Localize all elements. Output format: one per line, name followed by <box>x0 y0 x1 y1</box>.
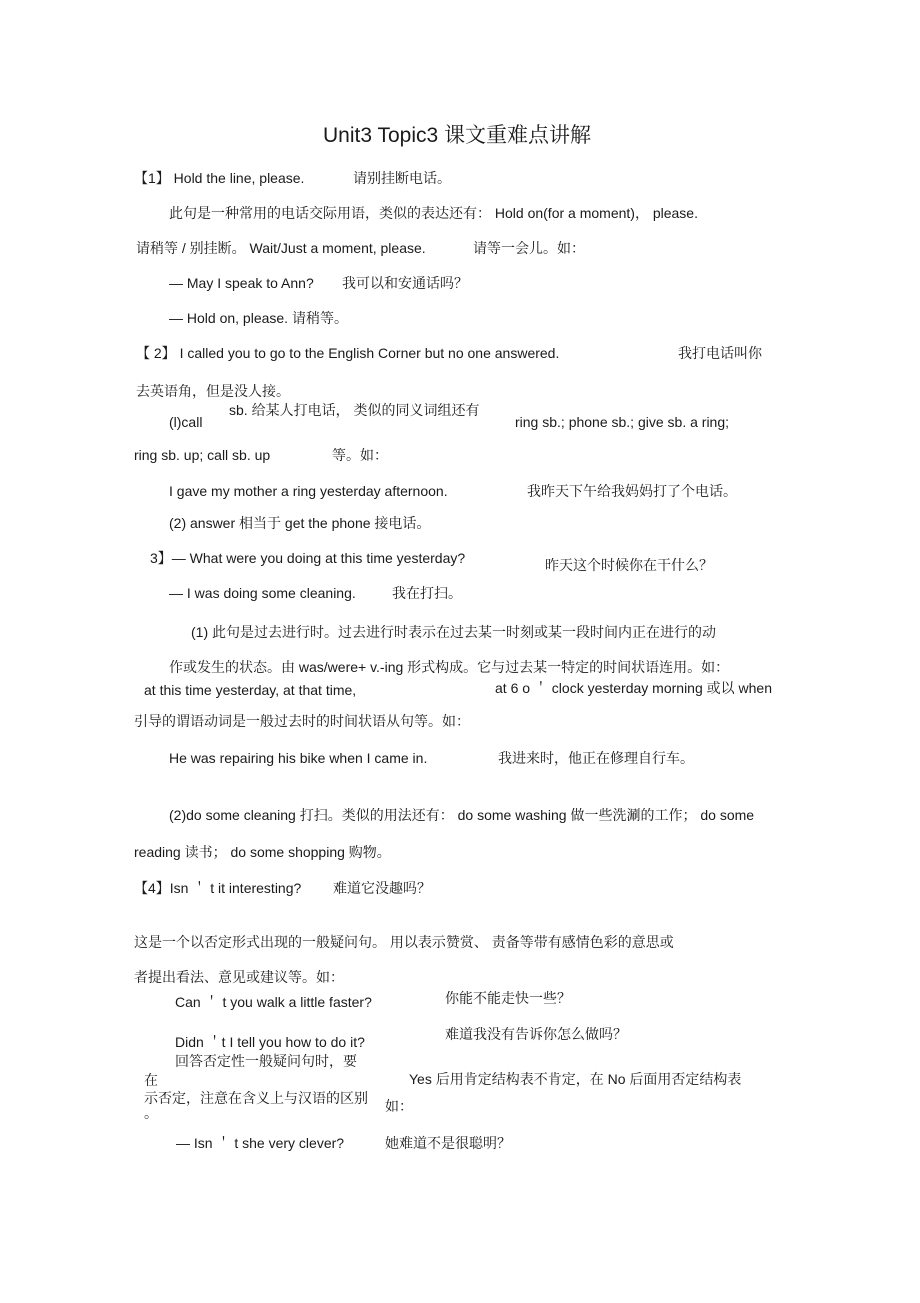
section-1-example-translation: 我可以和安通话吗？ <box>342 275 468 291</box>
section-1-paragraph-translation: 请等一会儿。如： <box>473 240 585 256</box>
section-4-paragraph-line: 如： <box>385 1098 413 1114</box>
section-2-note-1: ring sb. up; call sb. up <box>134 447 271 463</box>
section-2-note-1: ring sb.; phone sb.; give sb. a ring; <box>515 414 730 430</box>
section-4-example-translation: 难道我没有告诉你怎么做吗？ <box>445 1026 627 1042</box>
section-3-heading-translation: 昨天这个时候你在干什么？ <box>545 557 713 573</box>
section-4-example: — Isn ＇ t she very clever? <box>176 1135 345 1151</box>
section-4-paragraph-line: 示否定，注意在含义上与汉语的区别 <box>144 1090 368 1106</box>
section-4-heading: 【4】Isn ＇ t it interesting? <box>134 880 302 896</box>
section-2-note-2: (2) answer 相当于 get the phone 接电话。 <box>169 515 431 531</box>
section-2-example: I gave my mother a ring yesterday afternoon. <box>169 483 448 499</box>
section-2-note-1: sb. 给某人打电话， 类似的同义词组还有 <box>229 402 480 418</box>
section-3-note-1: 作或发生的状态。由 was/were+ v.-ing 形式构成。它与过去某一特定的时间状语连用。如： <box>169 659 730 675</box>
section-2-heading: 【 2】 I called you to go to the English Corner but no one answered. <box>136 345 560 361</box>
section-4-paragraph-line: 回答否定性一般疑问句时，要 <box>175 1053 357 1069</box>
section-3-example-translation: 我进来时，他正在修理自行车。 <box>498 750 694 766</box>
section-1-heading-translation: 请别挂断电话。 <box>353 170 451 186</box>
section-2-heading-translation: 我打电话叫你 <box>678 345 762 361</box>
page-title: Unit3 Topic3 课文重难点讲解 <box>323 124 592 147</box>
section-3-note-2: reading 读书； do some shopping 购物。 <box>134 844 391 860</box>
section-1-paragraph-line: 请稍等 / 别挂断。 Wait/Just a moment, please. <box>136 240 426 256</box>
section-3-note-1: (1) 此句是过去进行时。过去进行时表示在过去某一时刻或某一段时间内正在进行的动 <box>191 624 716 640</box>
section-1-paragraph-line: 此句是一种常用的电话交际用语，类似的表达还有： Hold on(for a moment)， please. <box>169 205 698 221</box>
section-2-note-1: 等。如： <box>332 447 388 463</box>
section-4-example: Can ＇ t you walk a little faster? <box>175 994 372 1010</box>
section-3-example: He was repairing his bike when I came in. <box>169 750 428 766</box>
section-4-example-translation: 她难道不是很聪明？ <box>385 1135 511 1151</box>
section-3-note-1: at 6 o ＇ clock yesterday morning 或以 when <box>495 680 773 696</box>
section-1-example: — May I speak to Ann? <box>169 275 314 291</box>
section-2-example-translation: 我昨天下午给我妈妈打了个电话。 <box>527 483 737 499</box>
section-4-paragraph-line: 。 <box>144 1105 158 1121</box>
section-1-example: — Hold on, please. 请稍等。 <box>169 310 348 326</box>
section-3-note-1: at this time yesterday, at that time, <box>144 682 357 698</box>
section-4-paragraph-line: 者提出看法、意见或建议等。如： <box>134 969 344 985</box>
section-4-example: Didn ＇t I tell you how to do it? <box>175 1034 365 1050</box>
section-1-heading: 【1】 Hold the line, please. <box>134 170 305 186</box>
section-4-example-translation: 你能不能走快一些？ <box>445 990 571 1006</box>
section-2-note-1: (l)call <box>169 414 203 430</box>
section-3-answer-translation: 我在打扫。 <box>392 585 462 601</box>
section-3-answer: — I was doing some cleaning. <box>169 585 356 601</box>
section-3-heading: 3】— What were you doing at this time yesterday? <box>150 550 466 566</box>
section-4-paragraph-line: 在 <box>144 1072 158 1088</box>
section-3-note-2: (2)do some cleaning 打扫。类似的用法还有： do some washing 做一些洗涮的工作； do some <box>169 807 755 823</box>
section-3-note-1: 引导的谓语动词是一般过去时的时间状语从句等。如： <box>134 713 470 729</box>
section-4-heading-translation: 难道它没趣吗？ <box>333 880 431 896</box>
section-2-heading-translation-cont: 去英语角，但是没人接。 <box>136 383 290 399</box>
section-4-paragraph-line: 这是一个以否定形式出现的一般疑问句。 用以表示赞赏、 责备等带有感情色彩的意思或 <box>134 934 674 950</box>
section-4-paragraph-line: Yes 后用肯定结构表不肯定，在 No 后面用否定结构表 <box>409 1071 742 1087</box>
